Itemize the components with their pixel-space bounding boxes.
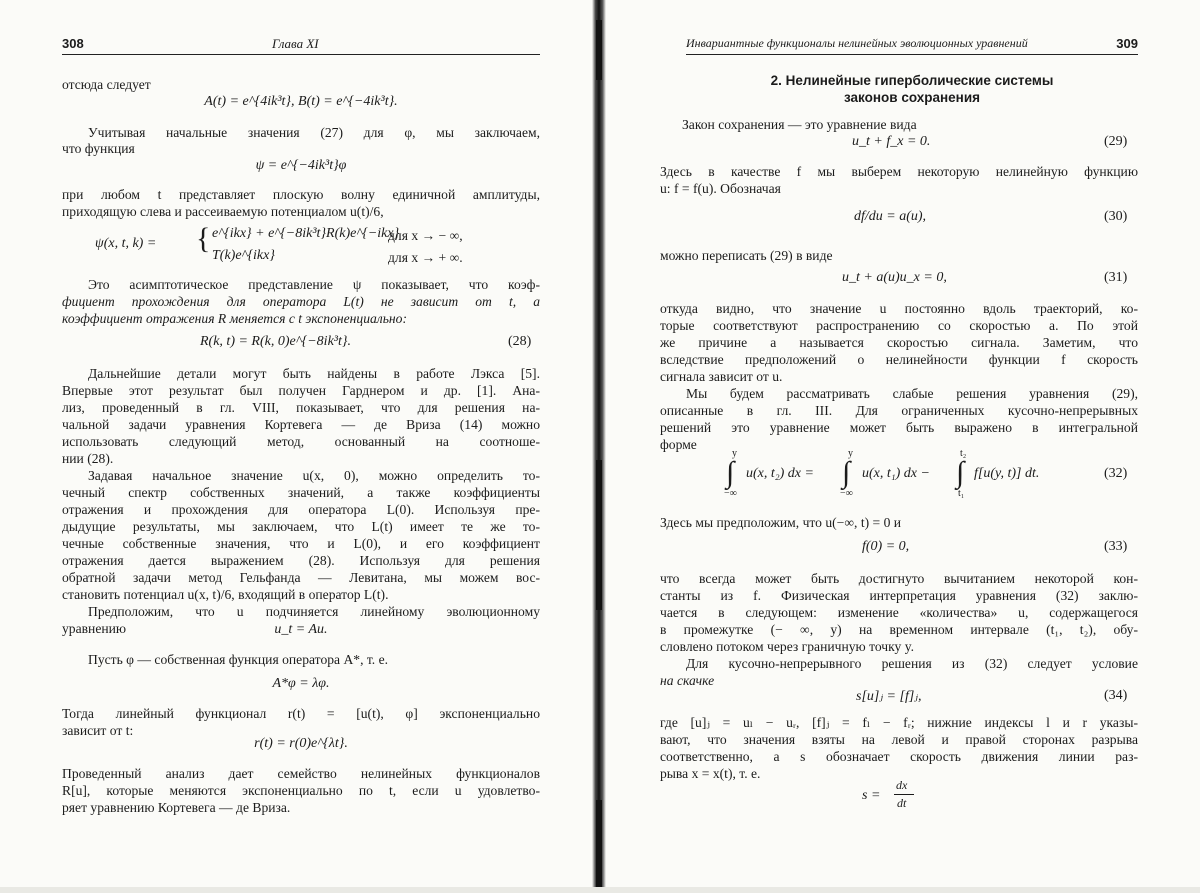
- equation-31: u_t + a(u)u_x = 0,: [842, 270, 947, 285]
- text-line: форме: [660, 437, 697, 452]
- fraction-bar: [894, 794, 914, 795]
- equation-psi-lhs: ψ(x, t, k) =: [95, 236, 157, 251]
- running-title: Инвариантные функционалы нелинейных эволюционных уравнений: [686, 36, 1028, 50]
- text-line: Проведенный анализ дает семейство нелинейных функционалов: [62, 766, 540, 781]
- page-number: 308: [62, 36, 84, 51]
- text-line: зависит от t:: [62, 723, 134, 738]
- brace-glyph: {: [196, 222, 211, 255]
- text-line: ряет уравнению Кортевега — де Вриза.: [62, 800, 291, 815]
- text-line: обратной задачи метод Гельфанда — Левитана, мы можем вос-: [62, 570, 540, 585]
- text-line: станты из f. Физическая интерпретация уравнения (32) заклю-: [660, 588, 1138, 603]
- equation-case-1: e^{ikx} + e^{−8ik³t}R(k)e^{−ikx}: [212, 226, 400, 241]
- text-line: вследствие предположений о нелинейности функции f скорость: [660, 352, 1138, 367]
- equation-28: R(k, t) = R(k, 0)e^{−8ik³t}.: [200, 334, 351, 349]
- integral-sign: ∫: [726, 456, 735, 489]
- text-line: чечный спектр собственных значений, а также коэффициенты: [62, 485, 540, 500]
- equation-number: (31): [1104, 270, 1128, 285]
- text-line: Пусть φ — собственная функция оператора A*, т. е.: [88, 652, 389, 667]
- text-line: дыдущие результаты, мы заключаем, что L(t) имеет те же то-: [62, 519, 540, 534]
- spine-shadow: [596, 800, 602, 893]
- equation-AB: A(t) = e^{4ik³t}, B(t) = e^{−4ik³t}.: [204, 94, 398, 109]
- text-line: рыва x = x(t), т. е.: [660, 766, 761, 781]
- equation-33: f(0) = 0,: [862, 539, 910, 554]
- text-line: Впервые этот результат был получен Гарднером и др. [1]. Ана-: [62, 383, 540, 398]
- fraction-denominator: dt: [897, 796, 907, 810]
- text-line: же причине a называется скоростью сигнала. Заметим, что: [660, 335, 1138, 350]
- text-line: Для кусочно-непрерывного решения из (32) следует условие: [686, 656, 1138, 671]
- text-line: где [u]ⱼ = uₗ − uᵣ, [f]ⱼ = fₗ − fᵣ; нижние индексы l и r указы-: [660, 715, 1138, 730]
- integral-limit: y: [848, 448, 853, 459]
- left-page: [0, 0, 596, 893]
- equation-number: (30): [1104, 209, 1128, 224]
- equation-psi: ψ = e^{−4ik³t}φ: [255, 158, 347, 173]
- equation-number: (29): [1104, 134, 1128, 149]
- equation-rt: r(t) = r(0)e^{λt}.: [254, 736, 348, 751]
- integral-limit: y: [732, 448, 737, 459]
- equation-number: (28): [508, 334, 532, 349]
- integral-limit: −∞: [724, 488, 737, 499]
- text-line: соответственно, а s обозначает скорость движения линии раз-: [660, 749, 1138, 764]
- equation-Aphi: A*φ = λφ.: [272, 676, 330, 691]
- text-line: использовать следующий метод, основанный на соотноше-: [62, 434, 540, 449]
- equation-case-1-cond: для x → − ∞,: [388, 228, 463, 243]
- text-line: R[u], которые меняются экспоненциально по t, если u удовлетво-: [62, 783, 540, 798]
- equation-32-part3: f[u(y, t)] dt.: [974, 466, 1040, 481]
- fraction-numerator: dx: [896, 778, 908, 792]
- text-line: Учитывая начальные значения (27) для φ, мы заключаем,: [88, 125, 540, 140]
- text-line: что всегда может быть достигнуто вычитанием некоторой кон-: [660, 571, 1138, 586]
- equation-case-2-cond: для x → + ∞.: [388, 250, 463, 265]
- text-line: торые соответствуют распространению со скоростью a. По этой: [660, 318, 1138, 333]
- equation-29: u_t + f_x = 0.: [852, 134, 931, 149]
- equation-case-2: T(k)e^{ikx}: [212, 248, 275, 263]
- text-line: что функция: [62, 141, 135, 156]
- equation-35-lhs: s =: [862, 788, 881, 803]
- spine-shadow: [596, 460, 602, 610]
- left-page-header: [62, 34, 540, 55]
- equation-number: (34): [1104, 688, 1128, 703]
- text-line: откуда видно, что значение u постоянно вдоль траекторий, ко-: [660, 301, 1138, 316]
- right-page: [604, 0, 1200, 893]
- text-line: Это асимптотическое представление ψ показывает, что коэф-: [88, 277, 540, 292]
- running-title: Глава XI: [272, 36, 319, 51]
- equation-30: df/du = a(u),: [854, 209, 927, 224]
- equation-32-part2: u(x, t₁) dx −: [862, 466, 930, 481]
- text-line: Здесь мы предположим, что u(−∞, t) = 0 и: [660, 515, 902, 530]
- right-page-header: [686, 34, 1138, 55]
- equation-number: (33): [1104, 539, 1128, 554]
- text-line: отражения и прохождения для оператора L(0). Используя пре-: [62, 502, 540, 517]
- page-number: 309: [1116, 36, 1138, 51]
- integral-limit: t₂: [960, 448, 967, 459]
- integral-sign: ∫: [842, 456, 851, 489]
- text-line: u: f = f(u). Обозначая: [660, 181, 781, 196]
- text-line: при любом t представляет плоскую волну единичной амплитуды,: [62, 187, 540, 202]
- text-line: чечные собственные значения, что и L(0), и его коэффициент: [62, 536, 540, 551]
- equation-ut: u_t = Au.: [274, 622, 328, 637]
- equation-number: (32): [1104, 466, 1128, 481]
- text-line: чальной задачи уравнения Кортевега — де Вриза (14) можно: [62, 417, 540, 432]
- text-line: нии (28).: [62, 451, 114, 466]
- integral-limit: −∞: [840, 488, 853, 499]
- text-line: уравнению: [62, 621, 127, 636]
- text-line: на скачке: [660, 673, 715, 688]
- text-line: приходящую слева и рассеиваемую потенциалом u(t)/6,: [62, 204, 384, 219]
- text-line: словлено потоком через граничную точку y.: [660, 639, 915, 654]
- equation-34: s[u]ⱼ = [f]ⱼ,: [856, 689, 922, 704]
- text-line: Мы будем рассматривать слабые решения уравнения (29),: [686, 386, 1138, 401]
- text-line: вают, что значения взяты на левой и правой сторонах разрыва: [660, 732, 1138, 747]
- text-line: Закон сохранения — это уравнение вида: [682, 117, 917, 132]
- integral-sign: ∫: [956, 456, 965, 489]
- section-title: законов сохранения: [844, 90, 980, 105]
- text-line: можно переписать (29) в виде: [660, 248, 833, 263]
- text-line: Предположим, что u подчиняется линейному эволюционному: [88, 604, 540, 619]
- text-line: чается в следующем: изменение «количества» u, содержащегося: [660, 605, 1138, 620]
- text-line: фициент прохождения для оператора L(t) не зависит от t, а: [62, 294, 540, 309]
- text-line: описанные в гл. III. Для ограниченных кусочно-непрерывных: [660, 403, 1138, 418]
- integral-limit: t₁: [958, 488, 965, 499]
- equation-32-part1: u(x, t₂) dx =: [746, 466, 814, 481]
- text-line: Задавая начальное значение u(x, 0), можно определить то-: [88, 468, 540, 483]
- text-line: Здесь в качестве f мы выберем некоторую нелинейную функцию: [660, 164, 1138, 179]
- text-line: Тогда линейный функционал r(t) = [u(t), φ] экспоненциально: [62, 706, 540, 721]
- text-line: лиз, проведенный в гл. VIII, показывает, что для решения на-: [62, 400, 540, 415]
- section-title: 2. Нелинейные гиперболические системы: [770, 73, 1054, 88]
- text-line: отсюда следует: [62, 77, 151, 92]
- text-line: коэффициент отражения R меняется с t экспоненциально:: [62, 311, 407, 326]
- text-line: решений это уравнение может быть выражено в интегральной: [660, 420, 1138, 435]
- scan-edge: [0, 887, 1200, 893]
- text-line: отражения дается выражением (28). Используя для решения: [62, 553, 540, 568]
- spine-shadow: [596, 20, 602, 80]
- text-line: сигнала зависит от u.: [660, 369, 783, 384]
- text-line: Дальнейшие детали могут быть найдены в работе Лэкса [5].: [88, 366, 540, 381]
- text-line: в промежутке (− ∞, y) на временном интервале (t₁, t₂), обу-: [660, 622, 1138, 637]
- text-line: становить потенциал u(x, t)/6, входящий в оператор L(t).: [62, 587, 389, 602]
